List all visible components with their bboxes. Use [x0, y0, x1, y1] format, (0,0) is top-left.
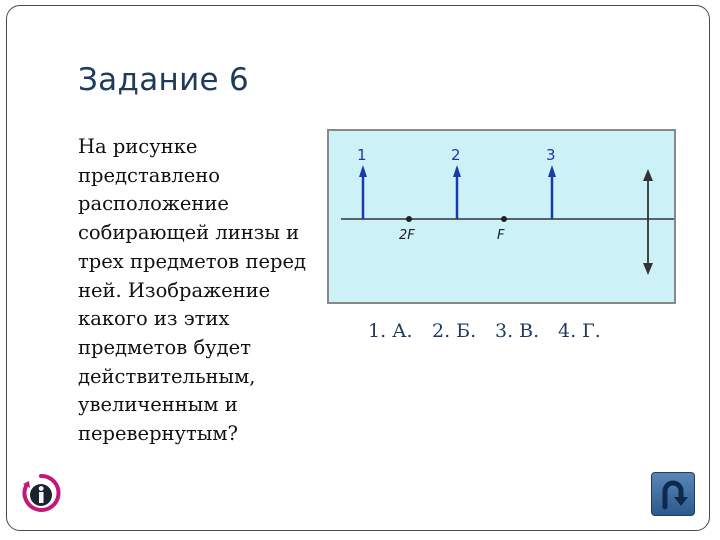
question-line: собирающей линзы и — [78, 221, 300, 245]
question-line: На рисунке — [78, 135, 198, 158]
focus-point-2f — [406, 216, 412, 222]
question-line: трех предметов перед — [78, 249, 307, 273]
question-line: представлено — [78, 163, 221, 187]
answer-option-3[interactable]: 3. В. — [495, 320, 540, 342]
object-label-3: 3 — [546, 146, 556, 164]
question-line: предметов будет — [78, 335, 251, 359]
lens-diagram-svg — [329, 131, 674, 302]
answer-option-1[interactable]: 1. А. — [368, 320, 413, 342]
lens-diagram — [327, 129, 676, 304]
question-line: действительным, — [78, 364, 256, 388]
object-label-2: 2 — [451, 146, 461, 164]
object-label-1: 1 — [357, 146, 367, 164]
slide-title: Задание 6 — [78, 62, 250, 98]
object-arrow-3 — [548, 165, 556, 219]
back-button[interactable] — [651, 472, 695, 516]
answer-option-4[interactable]: 4. Г. — [558, 320, 601, 342]
focus-label-2f: 2F — [399, 228, 415, 243]
object-arrow-2 — [453, 165, 461, 219]
info-i-logo-icon — [20, 472, 62, 514]
object-arrow-1 — [359, 165, 367, 219]
question-line: расположение — [78, 192, 229, 216]
question-line: какого из этих — [78, 307, 230, 331]
focus-label-f: F — [497, 228, 505, 243]
u-turn-arrow-icon — [652, 473, 694, 515]
question-line: увеличенным и — [78, 393, 238, 417]
converging-lens — [643, 169, 653, 275]
focus-point-f — [501, 216, 507, 222]
question-text — [78, 133, 333, 449]
answer-option-2[interactable]: 2. Б. — [432, 320, 477, 342]
question-line: перевернутым? — [78, 422, 238, 446]
question-line: ней. Изображение — [78, 278, 271, 302]
